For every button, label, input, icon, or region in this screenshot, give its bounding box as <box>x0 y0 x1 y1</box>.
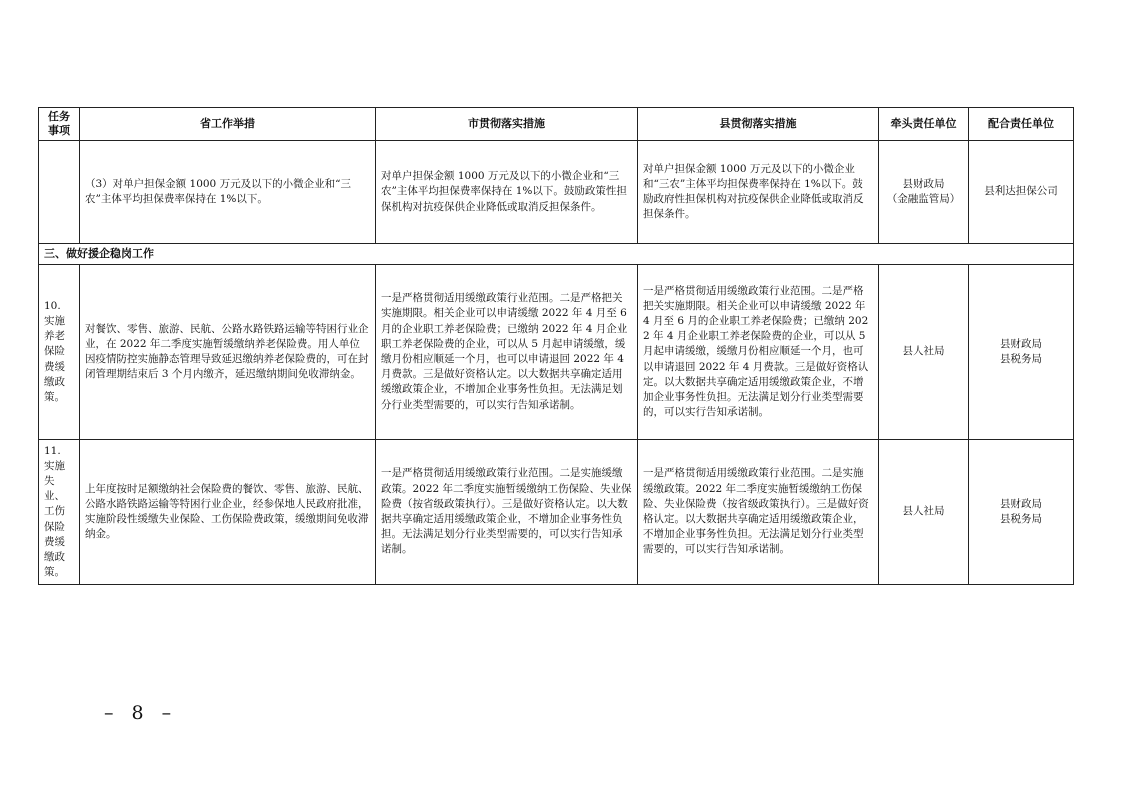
task-cell <box>39 141 80 244</box>
header-task: 任务 事项 <box>39 108 80 141</box>
task-cell: 11. 实施失业、工伤保险费缓缴政策。 <box>39 440 80 585</box>
province-measure-cell: 对餐饮、零售、旅游、民航、公路水路铁路运输等特困行业企业，在 2022 年二季度实施暂缓缴纳养老保险费。用人单位因疫情防控实施静态管理导致延迟缴纳养老保险费的，可在封闭管理期结束后 3 个月内缴齐，延迟缴纳期间免收滞纳金。 <box>80 265 376 440</box>
task-cell: 10. 实施养老保险费缓缴政策。 <box>39 265 80 440</box>
cooperate-unit-cell: 县利达担保公司 <box>969 141 1074 244</box>
city-measure-cell: 一是严格贯彻适用缓缴政策行业范围。二是实施缓缴政策。2022 年二季度实施暂缓缴纳工伤保险、失业保险费（按省级政策执行）。三是做好资格认定。以大数据共享确定适用缓缴政策企业，不增加企业事务性负担。无法满足划分行业类型需要的，可以实行告知承诺制。 <box>376 440 638 585</box>
table-row <box>39 141 1074 244</box>
header-lead-unit: 牵头责任单位 <box>879 108 969 141</box>
section-row <box>39 244 1074 265</box>
header-county-measures: 县贯彻落实措施 <box>638 108 879 141</box>
lead-unit-cell: 县财政局 （金融监管局） <box>879 141 969 244</box>
table-row <box>39 265 1074 440</box>
lead-unit-cell: 县人社局 <box>879 440 969 585</box>
table-row <box>39 440 1074 585</box>
page-number: – 8 – <box>104 702 178 724</box>
table-header-row <box>39 108 1074 141</box>
county-measure-cell: 一是严格贯彻适用缓缴政策行业范围。二是实施缓缴政策。2022 年二季度实施暂缓缴纳工伤保险、失业保险费（按省级政策执行）。三是做好资格认定。以大数据共享确定适用缓缴政策企业，不增加企业事务性负担。无法满足划分行业类型需要的，可以实行告知承诺制。 <box>638 440 879 585</box>
header-city-measures: 市贯彻落实措施 <box>376 108 638 141</box>
header-province-measures: 省工作举措 <box>80 108 376 141</box>
county-measure-cell: 对单户担保金额 1000 万元及以下的小微企业和“三农”主体平均担保费率保持在 1%以下。鼓励政府性担保机构对抗疫保供企业降低或取消反担保条件。 <box>638 141 879 244</box>
province-measure-cell: （3）对单户担保金额 1000 万元及以下的小微企业和“三农”主体平均担保费率保持在 1%以下。 <box>80 141 376 244</box>
cooperate-unit-cell: 县财政局 县税务局 <box>969 265 1074 440</box>
header-cooperate-unit: 配合责任单位 <box>969 108 1074 141</box>
lead-unit-cell: 县人社局 <box>879 265 969 440</box>
city-measure-cell: 一是严格贯彻适用缓缴政策行业范围。二是严格把关实施期限。相关企业可以申请缓缴 2022 年 4 月至 6 月的企业职工养老保险费；已缴纳 2022 年 4 月企业职工养老保险费的企业，可以从 5 月起申请缓缴，缓缴月份相应顺延一个月，也可以申请退回 2022 年 4 月费款。三是做好资格认定。以大数据共享确定适用缓缴政策企业，不增加企业事务性负担。无法满足划分行业类型需要的，可以实行告知承诺制。 <box>376 265 638 440</box>
cooperate-unit-cell: 县财政局 县税务局 <box>969 440 1074 585</box>
county-measure-cell: 一是严格贯彻适用缓缴政策行业范围。二是严格把关实施期限。相关企业可以申请缓缴 2022 年 4 月至 6 月的企业职工养老保险费；已缴纳 2022 年 4 月企业职工养老保险费的企业，可以从 5 月起申请缓缴，缓缴月份相应顺延一个月，也可以申请退回 2022 年 4 月费款。三是做好资格认定。以大数据共享确定适用缓缴政策企业，不增加企业事务性负担。无法满足划分行业类型需要的，可以实行告知承诺制。 <box>638 265 879 440</box>
province-measure-cell: 上年度按时足额缴纳社会保险费的餐饮、零售、旅游、民航、公路水路铁路运输等特困行业企业，经参保地人民政府批准，实施阶段性缓缴失业保险、工伤保险费政策，缓缴期间免收滞纳金。 <box>80 440 376 585</box>
city-measure-cell: 对单户担保金额 1000 万元及以下的小微企业和“三农”主体平均担保费率保持在 1%以下。鼓励政策性担保机构对抗疫保供企业降低或取消反担保条件。 <box>376 141 638 244</box>
policy-measures-table <box>38 107 1074 585</box>
section-title: 三、做好援企稳岗工作 <box>39 244 1074 265</box>
